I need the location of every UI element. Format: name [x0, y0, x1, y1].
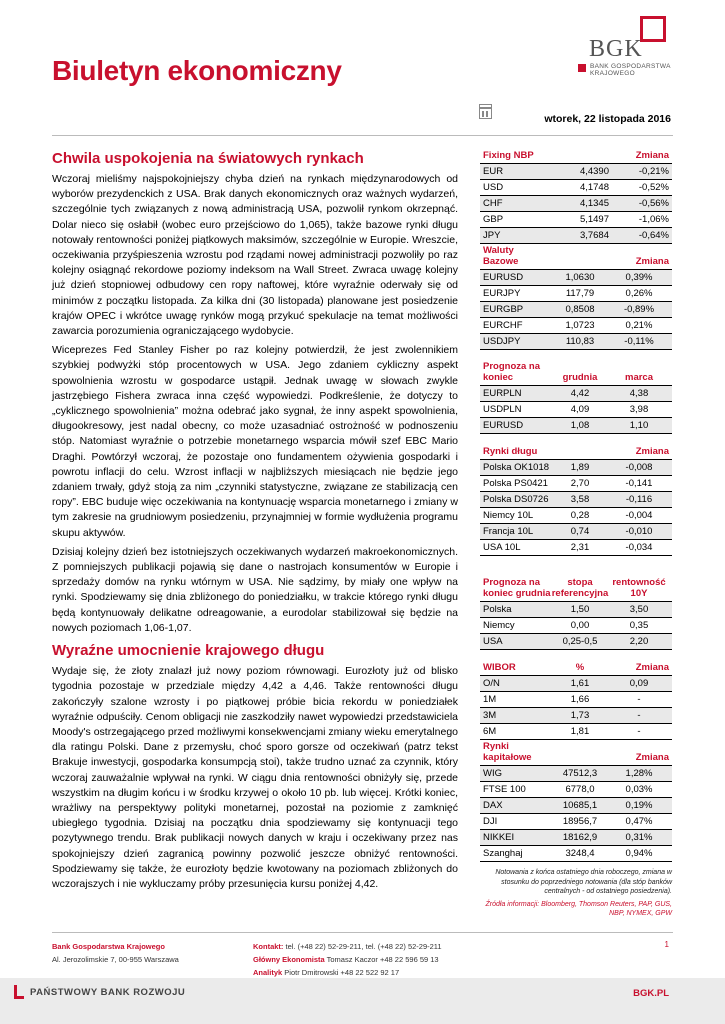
table-cell: 2,70	[570, 478, 590, 489]
logo-text: BGK	[589, 36, 643, 62]
footer-bank-name: Bank Gospodarstwa Krajowego	[52, 942, 165, 951]
table-row	[480, 846, 672, 862]
sources-note: Źródła informacji: Bloomberg, Thomson Reuters, PAP, GUS, NBP, NYMEX, GPW	[485, 900, 672, 917]
table-cell: -0,89%	[623, 304, 655, 315]
table-cell: Polska OK1018	[483, 462, 550, 473]
table-cell: 1,61	[570, 678, 590, 689]
table-row	[480, 708, 672, 724]
table-cell: EURCHF	[483, 320, 523, 331]
calendar-icon	[479, 104, 492, 119]
footer-analityk: Piotr Dmitrowski +48 22 522 92 17	[284, 968, 400, 977]
footer-website-link[interactable]: BGK.PL	[633, 988, 669, 999]
table-cell: 0,19%	[625, 800, 653, 811]
table-cell: Polska PS0421	[483, 478, 548, 489]
table-cell: 1M	[483, 694, 497, 705]
table-cell: 0,25-0,5	[562, 636, 598, 647]
table-cell: 4,38	[629, 388, 649, 399]
table-cell: USA	[483, 636, 503, 647]
table-cell: -0,034	[625, 542, 653, 553]
table-cell: -0,56%	[638, 198, 669, 209]
footer-kontakt[interactable]: tel. (+48 22) 52-29-211, tel. (+48 22) 52-29-211	[285, 942, 442, 951]
table-cell: 3248,4	[565, 848, 595, 859]
table-cell: JPY	[483, 230, 501, 241]
table-cell: Francja 10L	[483, 526, 534, 537]
page-number: 1	[664, 940, 669, 949]
footer-ekonomista: Tomasz Kaczor +48 22 596 59 13	[326, 955, 439, 964]
table-cell: -	[637, 726, 641, 737]
table-cell: 0,8508	[565, 304, 595, 315]
table-rows	[480, 766, 672, 862]
table-cell: 0,74	[570, 526, 590, 537]
table-cell: 4,1748	[579, 182, 609, 193]
table-cell: 0,94%	[625, 848, 653, 859]
issue-date: wtorek, 22 listopada 2016	[544, 113, 671, 125]
table-cell: DJI	[483, 816, 498, 827]
table-row	[480, 228, 672, 244]
table-row	[480, 334, 672, 350]
main-column	[52, 150, 458, 896]
table-cell: 3,98	[629, 404, 649, 415]
table-cell: 1,28%	[625, 768, 653, 779]
base-currencies-table: Waluty Bazowe Zmiana EURUSD 1,0630 0,39% EURJPY 117,79 0,26% EURGBP 0,8508 -0,89% EURCHF 1,0723 0,21% USDJPY 110,83 -0,11%	[480, 254, 672, 350]
bgk-logo	[578, 16, 698, 81]
table-cell: 2,31	[570, 542, 590, 553]
table-row	[480, 286, 672, 302]
section-heading-1: Chwila uspokojenia na światowych rynkach	[52, 150, 364, 167]
table-cell: 0,31%	[625, 832, 653, 843]
footer-bank-info	[52, 940, 179, 966]
table-row	[480, 386, 672, 402]
fx-forecast-table: Prognoza na koniec grudnia marca EURPLN 4,42 4,38 USDPLN 4,09 3,98 EURUSD 1,08 1,10	[480, 360, 672, 434]
table-row	[480, 602, 672, 618]
table-row	[480, 492, 672, 508]
table-cell: 3,7684	[579, 230, 609, 241]
footer-band	[0, 978, 725, 1024]
table-cell: EURUSD	[483, 420, 524, 431]
table-cell: EURGBP	[483, 304, 524, 315]
table-cell: FTSE 100	[483, 784, 526, 795]
footer-kontakt-label: Kontakt:	[253, 942, 284, 951]
table-cell: 3M	[483, 710, 497, 721]
table-cell: EURUSD	[483, 272, 524, 283]
table-cell: -0,116	[625, 494, 653, 505]
table-cell: -0,64%	[638, 230, 669, 241]
table-cell: 4,42	[570, 388, 590, 399]
table-cell: 1,50	[570, 604, 590, 615]
wibor-table: WIBOR % Zmiana O/N 1,61 0,09 1M 1,66 - 3M 1,73 - 6M 1,81 -	[480, 660, 672, 740]
table-row	[480, 402, 672, 418]
table-cell: GBP	[483, 214, 504, 225]
table-rows	[480, 602, 672, 650]
table-row	[480, 460, 672, 476]
table-cell: 0,00	[570, 620, 590, 631]
table-cell: 1,81	[570, 726, 590, 737]
capital-markets-table: Rynki kapitałowe Zmiana WIG 47512,3 1,28% FTSE 100 6778,0 0,03% DAX 10685,1 0,19% DJI 18956,7 0,47% NIKKEI 18162,9 0,31% Szanghaj 3248,4 0,94%	[480, 750, 672, 862]
table-cell: 1,08	[570, 420, 590, 431]
paragraph-1: Wczoraj mieliśmy najspokojniejszy chyba dzień na rynkach międzynarodowych od wyborów prezydenckich z USA. Brak danych ekonomicznych oraz ważnych wydarzeń, szczególnie tych związanych z nową administracją USA, pozwolił rynkom okrzepnąć. Dolar nieco się osłabił (wobec euro przejściowo do 1,065), także bazowe rynki długu notowały rentowności poniżej piątkowych maksimów, szczególnie w Europie. Wreszcie, oczekiwania przyśpieszenia wzrostu pod rządami nowej administracji pozwoliły po raz kolejny osiągnąć rekordowe poziomy indeksom na Wall Street. Zwraca uwagę kolejny już dzień stopniowej odbudowy cen ropy naftowej, które wyraźnie oderwały się od minimów z początku listopada. Za kilka dni (30 listopada) planowane jest posiedzenie krajów OPEC i wkrótce uwagę rynków mogą przykuć spekulacje na temat możliwości zawarcia porozumienia ograniczającego wydobycie.	[52, 173, 458, 338]
table-cell: Szanghaj	[483, 848, 523, 859]
table-cell: EUR	[483, 166, 504, 177]
table-cell: EURJPY	[483, 288, 521, 299]
table-cell: -0,52%	[638, 182, 669, 193]
table-cell: 1,89	[570, 462, 590, 473]
table-cell: 18956,7	[562, 816, 598, 827]
table-row	[480, 814, 672, 830]
table-row	[480, 302, 672, 318]
table-row	[480, 830, 672, 846]
table-row	[480, 798, 672, 814]
table-cell: 6778,0	[565, 784, 595, 795]
table-cell: USDJPY	[483, 336, 521, 347]
footer-pbr: PAŃSTWOWY BANK ROZWOJU	[30, 987, 186, 998]
table-rows	[480, 460, 672, 556]
table-cell: WIG	[483, 768, 502, 779]
table-cell: -0,141	[625, 478, 653, 489]
table-cell: 4,4390	[579, 166, 609, 177]
table-cell: 1,10	[629, 420, 649, 431]
table-row	[480, 270, 672, 286]
table-row	[480, 164, 672, 180]
table-row	[480, 692, 672, 708]
table-cell: -0,010	[625, 526, 653, 537]
page-title: Biuletyn ekonomiczny	[52, 55, 342, 86]
table-cell: DAX	[483, 800, 503, 811]
table-cell: 1,73	[570, 710, 590, 721]
footer-ekonomista-label: Główny Ekonomista	[253, 955, 325, 964]
table-cell: -1,06%	[638, 214, 669, 225]
logo-subtitle: BANK GOSPODARSTWA KRAJOWEGO	[590, 63, 671, 77]
table-cell: Niemcy	[483, 620, 515, 631]
table-row	[480, 180, 672, 196]
table-cell: EURPLN	[483, 388, 522, 399]
footer-address: Al. Jerozolimskie 7, 00-955 Warszawa	[52, 955, 179, 964]
table-cell: 5,1497	[579, 214, 609, 225]
table-cell: 0,26%	[625, 288, 653, 299]
footer-contacts	[253, 940, 442, 979]
paragraph-2: Wiceprezes Fed Stanley Fisher po raz kolejny potwierdził, że jest zwolennikiem szybkiej podwyżki stóp procentowych w USA. Jego zdaniem cykliczny aspekt spowolnienia wzrostu w gospodarce ustąpił. Jednak uwagę w słowach zwykle jastrzębiego Fishera zwraca inna część wypowiedzi. Podkreślenie, że dotyczy to „cyklicznego spowolnienia” można odebrać jako sygnał, że inny aspekt spowolnienia, długookresowy, jest nadal obecny, co może uzasadniać ostrożność w podnoszeniu stóp. Natomiast wyraźnie o potrzebie monetarnego wsparcia mówił szef EBC Mario Draghi. Powtórzył wczoraj, że pozostaje ono fundamentem ożywienia gospodarki i powrotu inflacji do celu. Wzrost inflacji w najbliższych miesiącach nie będzie jego zdaniem trwały, gdyż stoją za nim „czynniki statystyczne, związane ze stabilizacją cen ropy”. EBC buduje więc oczekiwania na kontynuację wsparcia monetarnego i zmiany w tym zakresie na grudniowym posiedzeniu, przynajmniej w formie wydłużenia programu skupu aktywów.	[52, 344, 458, 539]
table-cell: 2,20	[629, 636, 649, 647]
table-cell: O/N	[483, 678, 500, 689]
table-row	[480, 196, 672, 212]
table-row	[480, 724, 672, 740]
table-cell: 3,50	[629, 604, 649, 615]
table-rows	[480, 270, 672, 350]
table-cell: NIKKEI	[483, 832, 515, 843]
table-cell: -0,008	[625, 462, 653, 473]
table-row	[480, 418, 672, 434]
table-cell: 4,09	[570, 404, 590, 415]
table-cell: 4,1345	[579, 198, 609, 209]
fixing-nbp-table: Fixing NBP Zmiana EUR 4,4390 -0,21% USD 4,1748 -0,52% CHF 4,1345 -0,56% GBP 5,1497 -1,06% JPY 3,7684 -0,64%	[480, 148, 672, 244]
table-row	[480, 782, 672, 798]
table-cell: 0,47%	[625, 816, 653, 827]
pbr-mark-icon	[14, 985, 24, 999]
table-cell: 110,83	[565, 336, 595, 347]
table-cell: USA 10L	[483, 542, 521, 553]
table-cell: 10685,1	[562, 800, 598, 811]
table-cell: 0,09	[629, 678, 649, 689]
section-heading-2: Wyraźne umocnienie krajowego długu	[52, 642, 325, 660]
table-row	[480, 476, 672, 492]
table-cell: 6M	[483, 726, 497, 737]
table-cell: 3,58	[570, 494, 590, 505]
logo-square-icon	[640, 16, 666, 42]
table-row	[480, 634, 672, 650]
table-cell: -	[637, 710, 641, 721]
table-cell: -0,004	[625, 510, 653, 521]
table-cell: 0,21%	[625, 320, 653, 331]
table-cell: Polska DS0726	[483, 494, 549, 505]
table-cell: USD	[483, 182, 504, 193]
table-cell: Polska	[483, 604, 512, 615]
table-cell: Niemcy 10L	[483, 510, 534, 521]
table-cell: 1,66	[570, 694, 590, 705]
table-row	[480, 508, 672, 524]
table-row	[480, 766, 672, 782]
table-row	[480, 540, 672, 556]
debt-markets-table: Rynki długu Zmiana Polska OK1018 1,89 -0,008 Polska PS0421 2,70 -0,141 Polska DS0726 3,58 -0,116 Niemcy 10L 0,28 -0,004 Francja 10L 0,74 -0,010 USA 10L 2,31 -0,034	[480, 444, 672, 556]
paragraph-4: Wydaje się, że złoty znalazł już nowy poziom równowagi. Eurozłoty już od blisko tygodnia pozostaje w przedziale między 4,42 a 4,46. Także rentowności długu zakończyły szalone wzrosty i po piątkowej próbie bicia rekordu w poniedziałek wyraźnie odpuściły. Cenom obligacji nie zaszkodziły nawet wypowiedzi przedstawiciela Moody's ostrzegającego przed możliwymi konsekwencjami zmiany wieku emerytalnego dla ratingu Polski. Dane z przemysłu, choć sporo gorsze od oczekiwań (patrz tekst Brakuje inwestycji, gospodarka konsumpcją stoi), także trudno uznać za czynnik, który wczoraj zauważalnie wpływał na rynki. W ciągu dnia rentowności obniżyły się, przede wszystkim na długim końcu i w środku krzywej o około 10 pb. lub więcej. Krótki koniec, wrażliwy na perspektywy polityki monetarnej, pozostał na poziomie z zamknięć ubiegłego tygodnia. Dzisiaj na początku dnia spodziewamy się kontynuacji tego pozytywnego trendu. Brak publikacji nowych danych w kraju i oczekiwany przez nas spokojniejszy dzień zagranicą powinny pozwolić jeszcze obniżyć rentowności. Spodziewamy się także, że eurozłoty będzie kwotowany na poziomach zbliżonych do wczorajszych i nie wykluczamy próby przesunięcia kursu poniżej 4,42.	[52, 665, 458, 890]
table-cell: 0,28	[570, 510, 590, 521]
table-cell: -0,11%	[624, 336, 654, 347]
logo-dot-icon	[578, 64, 586, 72]
table-cell: 0,39%	[625, 272, 653, 283]
table-note: Notowania z końca ostatniego dnia roboczego, zmiana w stosunku do poprzedniego notowania (dla stóp banków centralnych - od ostatniego posiedzenia).	[495, 869, 672, 895]
table-row	[480, 676, 672, 692]
table-cell: 1,0630	[565, 272, 595, 283]
table-cell: 0,03%	[625, 784, 653, 795]
table-rows	[480, 164, 672, 244]
table-cell: USDPLN	[483, 404, 522, 415]
rates-forecast-table: Prognoza na koniec grudnia stopa referencyjna rentowność 10Y Polska 1,50 3,50 Niemcy 0,00 0,35 USA 0,25-0,5 2,20	[480, 566, 672, 650]
table-rows	[480, 676, 672, 740]
table-cell: 18162,9	[562, 832, 598, 843]
sidebar-tables	[480, 148, 672, 919]
table-cell: 0,35	[629, 620, 649, 631]
footer-divider	[52, 932, 673, 933]
table-cell: 117,79	[565, 288, 595, 299]
table-cell: CHF	[483, 198, 503, 209]
paragraph-3: Dzisiaj kolejny dzień bez istotniejszych oczekiwanych wydarzeń makroekonomicznych. Z pomniejszych publikacji pojawią się dane o nastrojach konsumentów w Europie i sprzedaży domów na rynku wtórnym w USA. Nie sądzimy, by miały one wpływ na rynki. Spodziewamy się dnia zbliżonego do poniedziałku, w trakcie którego rynki długu będą kontynuowały delikatne odreagowanie, a eurodolar stabilizował się będzie na nowych poziomach 1,06-1,07.	[52, 545, 458, 634]
table-cell: 1,0723	[565, 320, 595, 331]
table-row	[480, 318, 672, 334]
table-row	[480, 618, 672, 634]
footer-analityk-label: Analityk	[253, 968, 283, 977]
table-cell: 47512,3	[562, 768, 598, 779]
header-divider	[52, 135, 673, 136]
table-rows	[480, 386, 672, 434]
table-cell: -	[637, 694, 641, 705]
table-row	[480, 524, 672, 540]
table-row	[480, 212, 672, 228]
table-cell: -0,21%	[638, 166, 669, 177]
